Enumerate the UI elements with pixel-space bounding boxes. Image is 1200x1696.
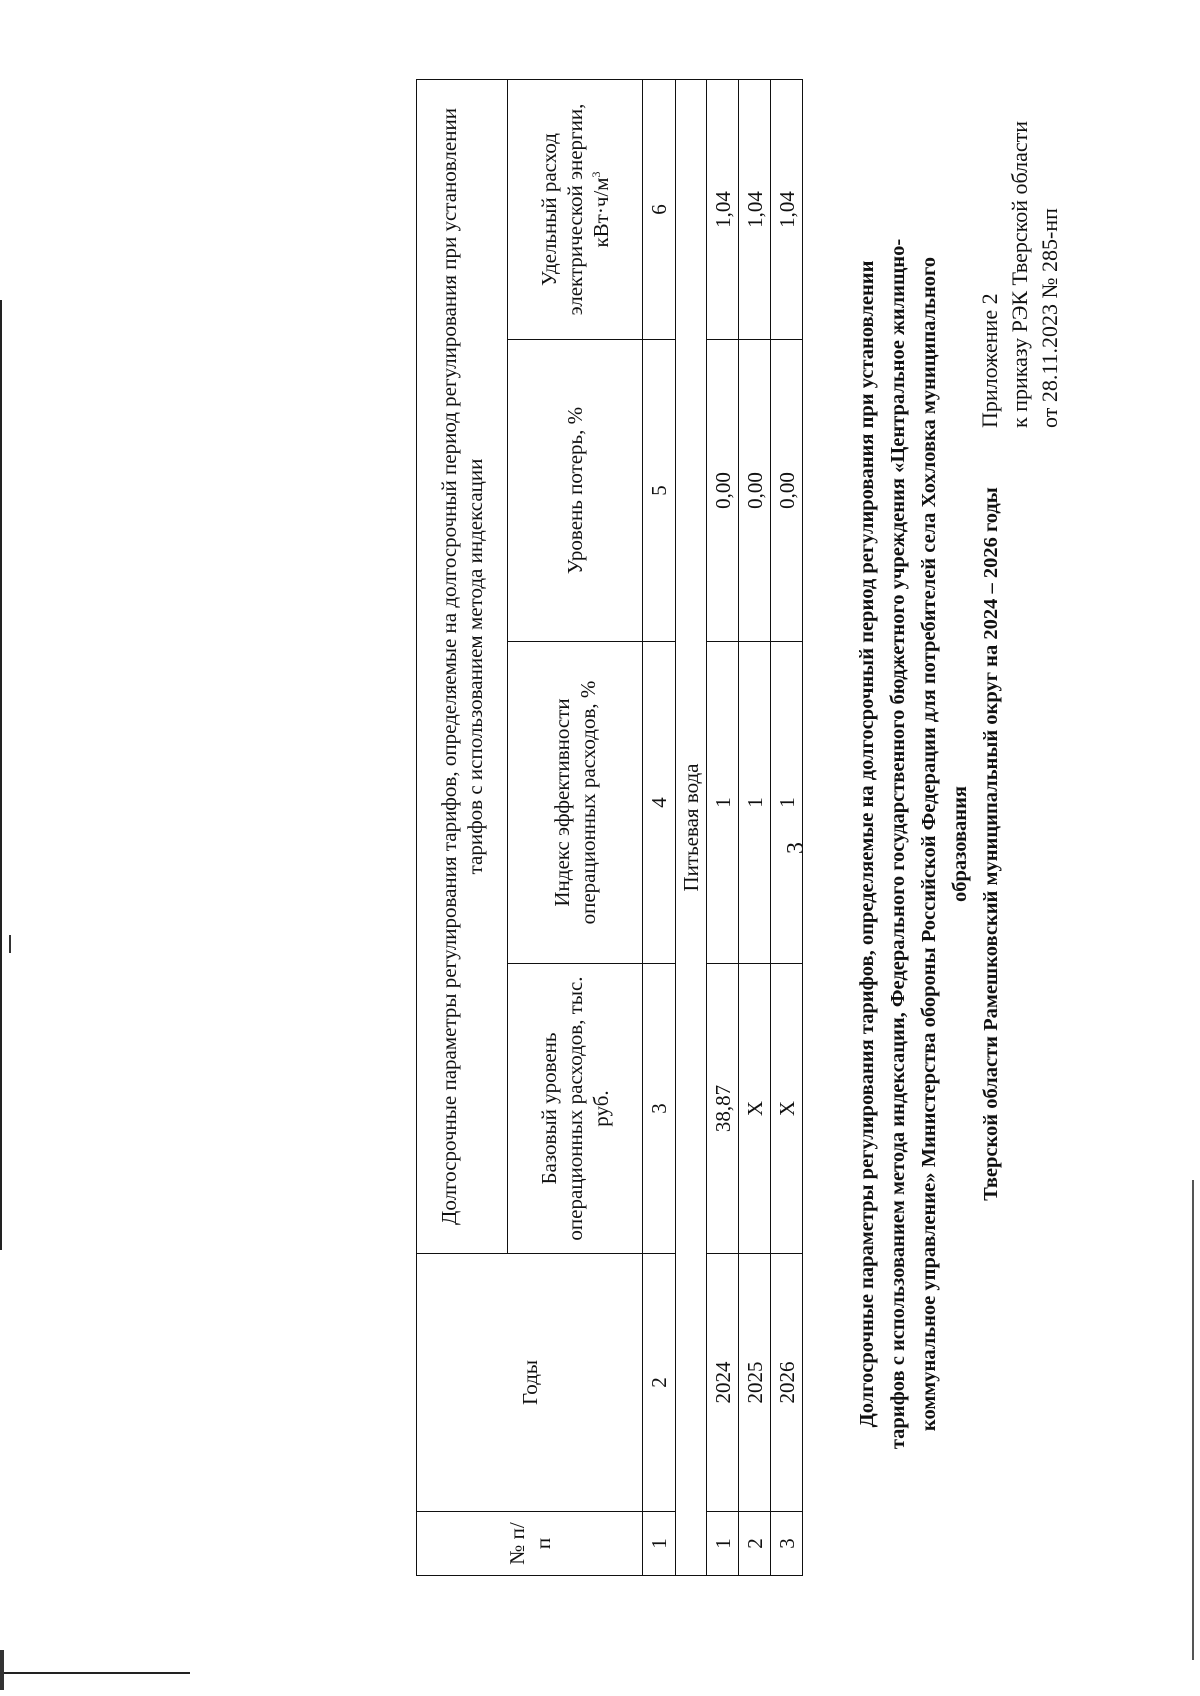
header-base-expenses: Базовый уровень операционных расходов, тыс. руб.: [508, 964, 643, 1254]
title-line-3: коммунальное управление» Министерства обороны Российской Федерации для потребителей села Хохловка муниципального образования: [918, 256, 971, 1432]
appendix-line-3: от 28.11.2023 № 285-нп: [1037, 208, 1062, 428]
title-line-1: Долгосрочные параметры регулирования тарифов, определяемые на долгосрочный период регулирования при установлении: [856, 260, 878, 1428]
appendix-line-1: Приложение 2: [977, 293, 1002, 428]
column-number-2: 2: [643, 1254, 676, 1512]
column-number-1: 1: [643, 1512, 676, 1576]
section-row: [676, 80, 707, 1576]
table-row: [771, 80, 803, 1576]
row-base-expenses: 38,87: [707, 964, 739, 1254]
row-loss-level: 0,00: [707, 340, 739, 642]
table-row: [739, 80, 771, 1576]
row-energy-consumption: 1,04: [707, 80, 739, 340]
row-number: 3: [771, 1512, 803, 1576]
header-loss-level: Уровень потерь, %: [508, 340, 643, 642]
header-group: Долгосрочные параметры регулирования тарифов, определяемые на долгосрочный период регулирования при установлении тарифов с использованием метода индексации: [417, 80, 508, 1254]
tariff-parameters-table: [416, 79, 803, 1576]
header-number: № п/п: [417, 1512, 643, 1576]
header-years: Годы: [417, 1254, 643, 1512]
row-energy-consumption: 1,04: [771, 80, 803, 340]
row-number: 1: [707, 1512, 739, 1576]
row-efficiency-index: 1: [739, 642, 771, 964]
row-year: 2026: [771, 1254, 803, 1512]
column-number-6: 6: [643, 80, 676, 340]
row-year: 2025: [739, 1254, 771, 1512]
column-number-4: 4: [643, 642, 676, 964]
table-row: [707, 80, 739, 1576]
column-number-3: 3: [643, 964, 676, 1254]
row-base-expenses: X: [771, 964, 803, 1254]
row-efficiency-index: 1: [707, 642, 739, 964]
table-header-row-1: [417, 80, 508, 1576]
title-line-2: тарифов с использованием метода индексации, Федерального государственного бюджетного учреждения «Центральное жилищно-: [887, 238, 909, 1450]
header-efficiency-index: Индекс эффективности операционных расходов, %: [508, 642, 643, 964]
page-number: 3: [783, 842, 809, 854]
section-drinking-water: Питьевая вода: [676, 80, 707, 1576]
row-year: 2024: [707, 1254, 739, 1512]
appendix-line-2: к приказу РЭК Тверской области: [1007, 120, 1032, 428]
column-numbers-row: [643, 80, 676, 1576]
row-loss-level: 0,00: [771, 340, 803, 642]
header-energy-consumption: [508, 80, 643, 340]
title-line-4: Тверской области Рамешковский муниципальный округ на 2024 – 2026 годы: [980, 487, 1002, 1201]
row-number: 2: [739, 1512, 771, 1576]
document-title: [852, 204, 1007, 1484]
row-base-expenses: X: [739, 964, 771, 1254]
energy-unit-text: Удельный расход электрической энергии, кВт·ч/м: [537, 103, 613, 316]
energy-unit-superscript: 3: [589, 171, 603, 178]
row-efficiency-index: 1: [771, 642, 803, 964]
row-loss-level: 0,00: [739, 340, 771, 642]
row-energy-consumption: 1,04: [739, 80, 771, 340]
column-number-5: 5: [643, 340, 676, 642]
